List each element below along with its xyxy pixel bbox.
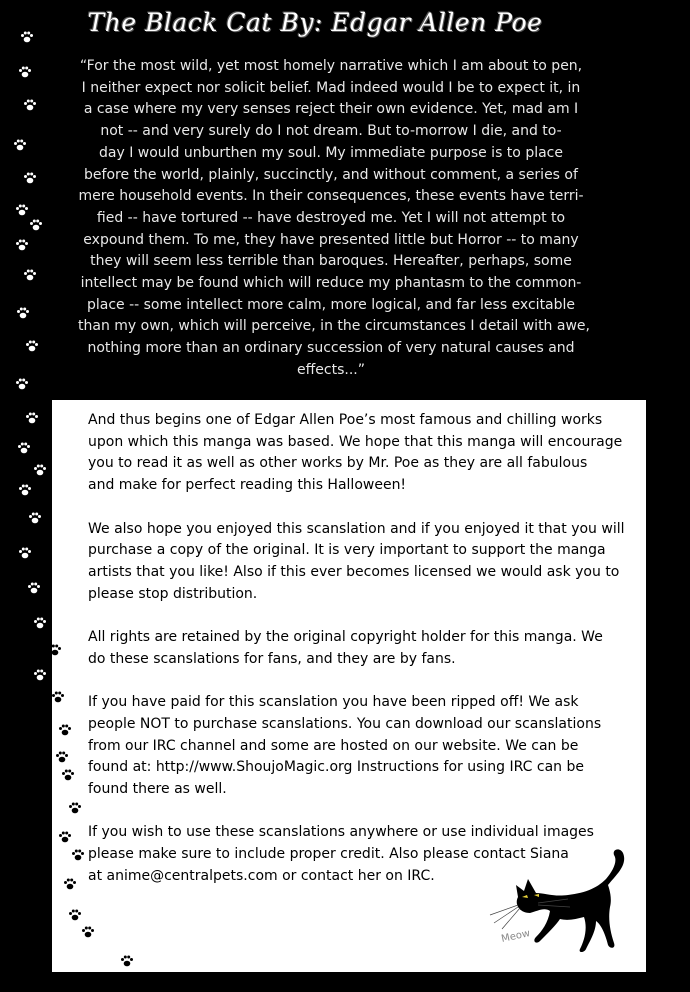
paw-print-icon <box>120 954 134 968</box>
paragraph-line: and make for perfect reading this Halloween! <box>88 477 407 494</box>
credits-paragraph <box>88 519 624 606</box>
paw-print-icon <box>20 30 34 44</box>
paragraph-line: All rights are retained by the original copyright holder for this manga. We <box>88 629 603 645</box>
paragraph-line: found there as well. <box>88 780 227 797</box>
paragraph-line: If you wish to use these scanslations anywhere or use individual images <box>88 824 594 841</box>
paw-print-icon <box>68 908 82 922</box>
paragraph-line: please make sure to include proper credit. Also please contact Siana <box>88 846 569 862</box>
paw-print-icon <box>23 171 37 185</box>
paw-print-icon <box>33 668 47 682</box>
quote-line: a case where my very senses reject their own evidence. Yet, mad am I <box>83 101 579 118</box>
quote-line: fied -- have tortured -- have destroyed me. Yet I will not attempt to <box>96 209 566 226</box>
page-title: The Black Cat By: Edgar Allen Poe <box>87 8 543 37</box>
paragraph-line: you to read it as well as other works by Mr. Poe as they are all fabulous <box>88 455 588 472</box>
credits-paragraph <box>88 692 624 801</box>
paw-print-icon <box>16 306 30 320</box>
quote-line: mere household events. In their consequences, these events have terri- <box>78 188 584 205</box>
quote-line: “For the most wild, yet most homely narrative which I am about to pen, <box>79 58 583 74</box>
paw-print-icon <box>15 377 29 391</box>
paw-print-icon <box>58 830 72 844</box>
paw-print-icon <box>33 463 47 477</box>
quote-line: day I would unburthen my soul. My immediate purpose is to place <box>99 144 563 161</box>
paw-print-icon <box>23 98 37 112</box>
paragraph-line: upon which this manga was based. We hope that this manga will encourage <box>88 433 623 450</box>
paw-print-icon <box>18 483 32 497</box>
paragraph-line: people NOT to purchase scanslations. You can download our scanslations <box>88 715 602 732</box>
paragraph-line: please stop distribution. <box>88 585 258 602</box>
paw-print-icon <box>61 768 75 782</box>
paw-print-icon <box>71 848 85 862</box>
quote-line: not -- and very surely do I not dream. But to-morrow I die, and to- <box>100 123 562 140</box>
credits-paragraph <box>88 627 624 670</box>
quote-line: they will seem less terrible than baroques. Hereafter, perhaps, some <box>90 253 572 270</box>
black-cat-illustration <box>488 845 643 960</box>
paw-print-icon <box>55 750 69 764</box>
paragraph-line: do these scanslations for fans, and they are by fans. <box>88 650 456 667</box>
paw-print-icon <box>27 581 41 595</box>
paragraph-line: purchase a copy of the original. It is very important to support the manga <box>88 542 606 559</box>
paw-print-icon <box>58 723 72 737</box>
quote-line: nothing more than an ordinary succession of very natural causes and <box>87 340 575 357</box>
paw-print-icon <box>28 511 42 525</box>
paw-print-icon <box>51 690 65 704</box>
paw-print-icon <box>68 801 82 815</box>
quote-line: effects...” <box>297 361 365 378</box>
quote-line: expound them. To me, they have presented little but Horror -- to many <box>83 231 579 248</box>
paw-print-icon <box>15 238 29 252</box>
credits-text <box>88 410 624 909</box>
paragraph-line: And thus begins one of Edgar Allen Poe’s most famous and chilling works <box>88 412 603 428</box>
paw-print-icon <box>25 339 39 353</box>
quote-line: than my own, which will perceive, in the circumstances I detail with awe, <box>78 318 590 335</box>
quote-line: place -- some intellect more calm, more logical, and far less excitable <box>86 296 576 313</box>
paw-print-icon <box>81 925 95 939</box>
quote-line: I neither expect nor solicit belief. Mad indeed would I be to expect it, in <box>81 79 581 96</box>
paw-print-icon <box>18 546 32 560</box>
paw-print-icon <box>25 411 39 425</box>
paw-print-icon <box>18 65 32 79</box>
paw-print-icon <box>17 441 31 455</box>
paragraph-line: at anime@centralpets.com or contact her on IRC. <box>88 867 435 884</box>
quote-line: before the world, plainly, succinctly, and without comment, a series of <box>84 166 578 183</box>
credits-paragraph <box>88 410 624 497</box>
paragraph-line: from our IRC channel and some are hosted on our website. We can be <box>88 737 579 754</box>
paw-print-icon <box>13 138 27 152</box>
quote-line: intellect may be found which will reduce my phantasm to the common- <box>80 275 582 292</box>
paragraph-line: We also hope you enjoyed this scanslation and if you enjoyed it that you will <box>88 520 625 537</box>
paw-print-icon <box>15 203 29 217</box>
paw-print-icon <box>63 877 77 891</box>
paw-print-icon <box>48 643 62 657</box>
paragraph-line: artists that you like! Also if this ever becomes licensed we would ask you to <box>88 563 620 580</box>
paragraph-line: If you have paid for this scanslation you have been ripped off! We ask <box>88 694 579 711</box>
paw-print-icon <box>29 218 43 232</box>
poe-quote <box>78 56 590 382</box>
paw-print-icon <box>23 268 37 282</box>
paragraph-line: found at: http://www.ShoujoMagic.org Instructions for using IRC can be <box>88 759 584 776</box>
cat-caption: Meow <box>500 928 532 945</box>
paw-print-icon <box>33 616 47 630</box>
